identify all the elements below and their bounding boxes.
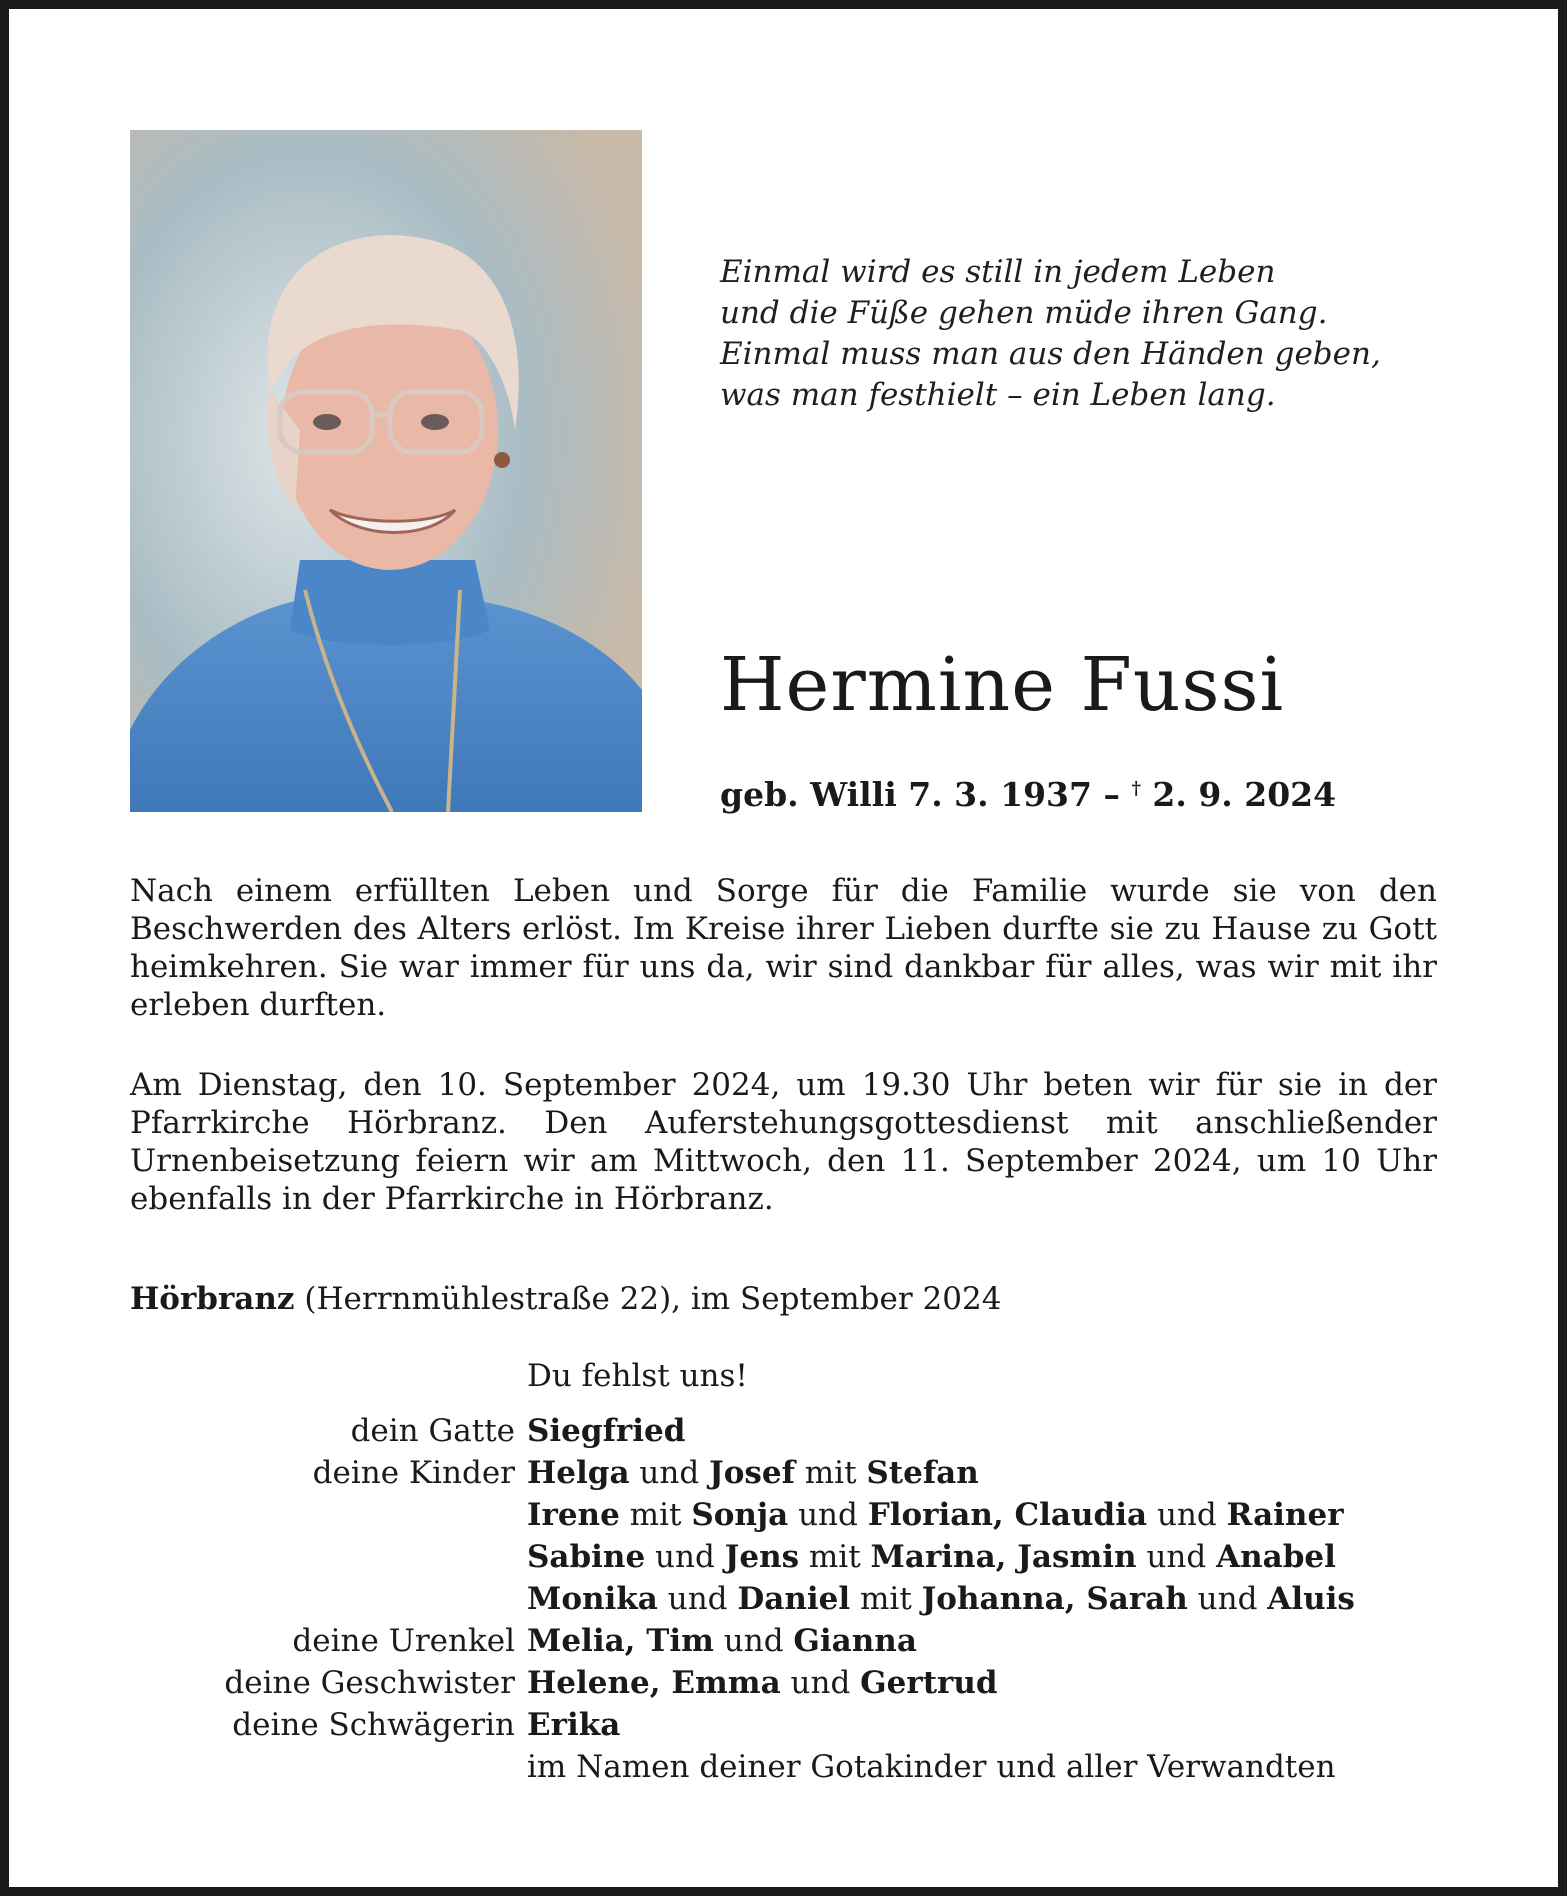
relative-name: Sonja [691, 1497, 789, 1533]
connector-text: mit [799, 1539, 871, 1575]
relative-name: Melia, Tim [527, 1623, 714, 1659]
relation-label [130, 1746, 527, 1788]
relative-name: Anabel [1216, 1539, 1336, 1575]
connector-text: und [645, 1539, 725, 1575]
connector-text: und [1147, 1497, 1227, 1533]
relative-names [527, 1452, 979, 1494]
relative-name: Jens [724, 1539, 800, 1575]
relative-names [527, 1704, 620, 1746]
connector-text: und [788, 1497, 868, 1533]
poem-line: Einmal wird es still in jedem Leben [720, 254, 1276, 290]
family-row [130, 1410, 1450, 1452]
relation-label [130, 1536, 527, 1578]
relative-name: Marina, Jasmin [870, 1539, 1137, 1575]
relative-name: Josef [709, 1455, 795, 1491]
connector-text: mit [794, 1455, 867, 1491]
portrait-photo [130, 130, 642, 812]
family-row [130, 1452, 1450, 1494]
relative-names [527, 1536, 1336, 1578]
relation-label: deine Kinder [312, 1455, 515, 1491]
connector-text: und [1187, 1581, 1268, 1617]
relative-names [527, 1578, 1355, 1620]
relation-label: deine Schwägerin [232, 1707, 515, 1743]
relative-name: Aluis [1267, 1581, 1355, 1617]
relative-name: Florian, Claudia [867, 1497, 1148, 1533]
life-dates [720, 775, 1336, 814]
relative-name: Daniel [737, 1581, 851, 1617]
death-date: 2. 9. 2024 [1152, 775, 1337, 814]
relative-names [527, 1662, 998, 1704]
poem-line: Einmal muss man aus den Händen geben, [720, 336, 1381, 372]
relative-name: Monika [527, 1581, 658, 1617]
relative-names [527, 1494, 1344, 1536]
relation-label: dein Gatte [350, 1413, 515, 1449]
relative-name: Irene [527, 1497, 620, 1533]
relative-name: Siegfried [527, 1413, 686, 1449]
connector-text: und [629, 1455, 710, 1491]
relation-label: deine Urenkel [292, 1623, 515, 1659]
relative-names [527, 1410, 685, 1452]
relative-name: Rainer [1226, 1497, 1344, 1533]
relative-name: Helga [527, 1455, 630, 1491]
connector-text: und [1136, 1539, 1217, 1575]
poem-line: und die Füße gehen müde ihren Gang. [720, 295, 1328, 331]
family-row [130, 1578, 1450, 1620]
service-paragraph: Am Dienstag, den 10. September 2024, um 19.30 Uhr beten wir für sie in der Pfarrkirche Hörbranz. Den Auferstehungsgottesdienst mit anschließender Urnenbeisetzung feiern wir am Mittwoch, den 11. September 2024, um 10 Uhr ebenfalls in der Pfarrkirche in Hörbranz. [130, 1067, 1437, 1217]
relative-name: Helene, Emma [527, 1665, 781, 1701]
relative-name: Erika [527, 1707, 621, 1743]
connector-text: im Namen deiner Gotakinder und aller Verwandten [527, 1749, 1336, 1785]
obituary-paragraph: Nach einem erfüllten Leben und Sorge für die Familie wurde sie von den Beschwerden des Alters erlöst. Im Kreise ihrer Lieben durfte sie zu Hause zu Gott heimkehren. Sie war immer für uns da, wir sind dankbar für alles, was wir mit ihr erleben durften. [130, 873, 1437, 1023]
relation-label [130, 1578, 527, 1620]
poem [720, 252, 1480, 416]
family-list [130, 1410, 1450, 1788]
cross-symbol: † [1131, 778, 1141, 799]
connector-text: mit [850, 1581, 922, 1617]
connector-text: und [780, 1665, 861, 1701]
poem-line: was man festhielt – ein Leben lang. [720, 377, 1276, 413]
relative-name: Gertrud [860, 1665, 998, 1701]
family-row [130, 1746, 1450, 1788]
connector-text: und [657, 1581, 738, 1617]
relative-names [527, 1620, 917, 1662]
relative-name: Johanna, Sarah [921, 1581, 1188, 1617]
relative-names [527, 1746, 1336, 1788]
birth-info: geb. Willi 7. 3. 1937 – [720, 775, 1120, 814]
deceased-name: Hermine Fussi [720, 642, 1285, 728]
relation-label: deine Geschwister [224, 1665, 515, 1701]
town-name: Hörbranz [130, 1281, 295, 1317]
family-row [130, 1536, 1450, 1578]
miss-you-line: Du fehlst uns! [527, 1358, 748, 1394]
relative-name: Stefan [866, 1455, 979, 1491]
place-date-line [130, 1281, 1001, 1317]
family-row [130, 1620, 1450, 1662]
connector-text: und [713, 1623, 794, 1659]
family-row [130, 1704, 1450, 1746]
relative-name: Gianna [793, 1623, 917, 1659]
relative-name: Sabine [527, 1539, 646, 1575]
connector-text: mit [619, 1497, 692, 1533]
family-row [130, 1494, 1450, 1536]
family-row [130, 1662, 1450, 1704]
address-date: (Herrnmühlestraße 22), im September 2024 [304, 1281, 1002, 1317]
relation-label [130, 1494, 527, 1536]
